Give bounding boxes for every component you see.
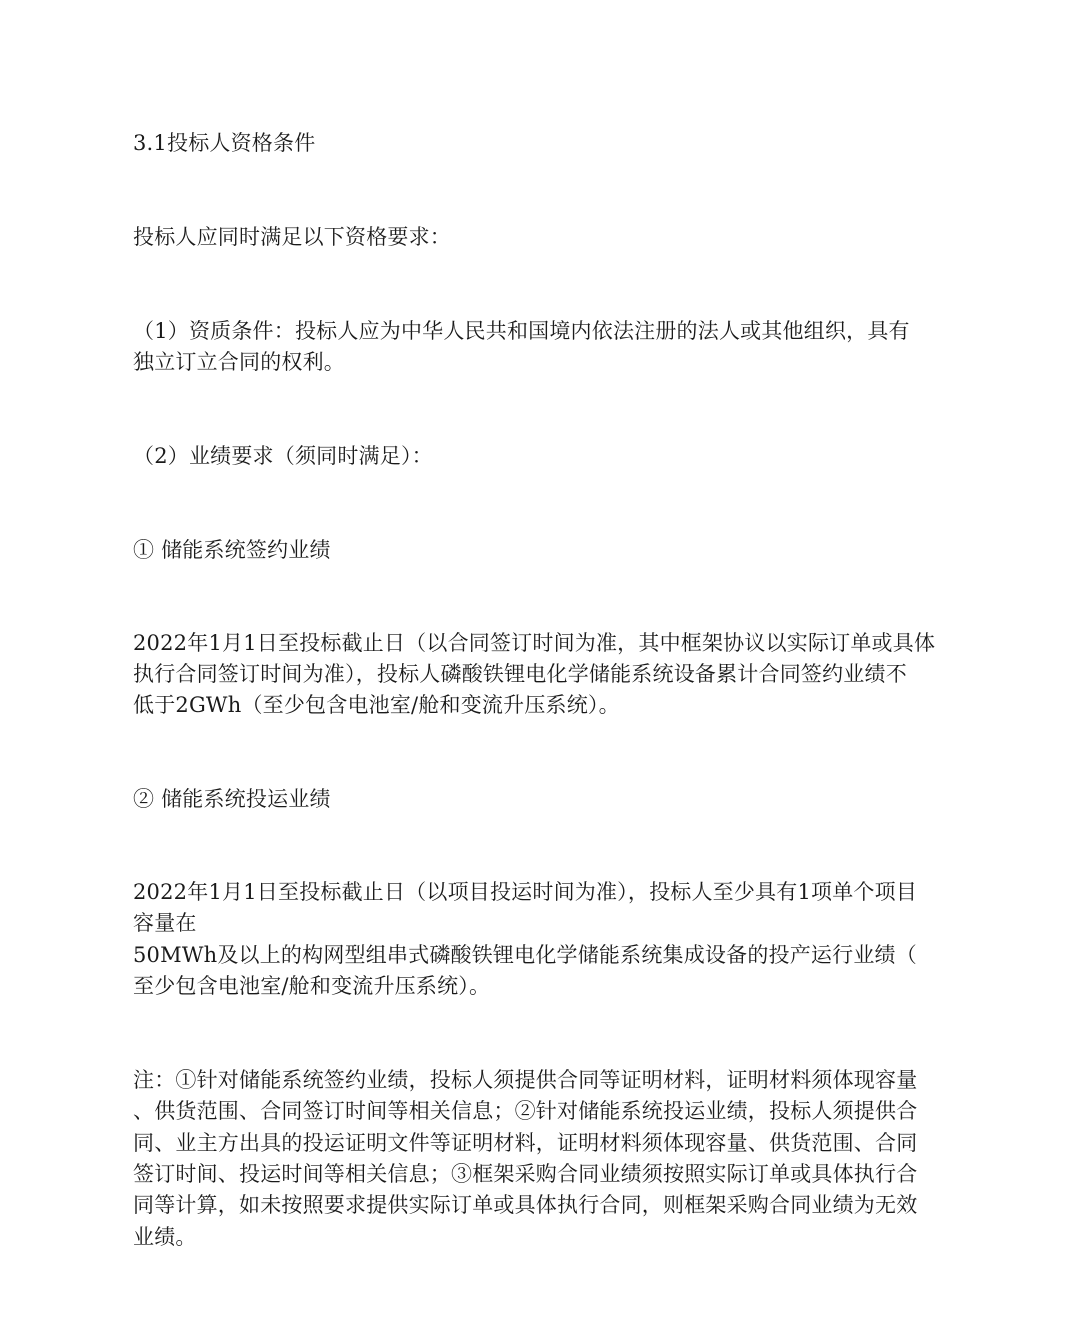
- paragraph-line: 低于2GWh（至少包含电池室/舱和变流升压系统）。: [133, 693, 620, 717]
- item2-title: ② 储能系统投运业绩: [133, 787, 331, 811]
- paragraph-line: 同等计算，如未按照要求提供实际订单或具体执行合同，则框架采购合同业绩为无效: [133, 1193, 918, 1217]
- paragraph-line: 、供货范围、合同签订时间等相关信息；②针对储能系统投运业绩，投标人须提供合: [133, 1099, 918, 1123]
- paragraph-line: 签订时间、投运时间等相关信息；③框架采购合同业绩须按照实际订单或具体执行合: [133, 1162, 918, 1186]
- paragraph-line: 同、业主方出具的投运证明文件等证明材料，证明材料须体现容量、供货范围、合同: [133, 1131, 918, 1155]
- paragraph-line: 50MWh及以上的构网型组串式磷酸铁锂电化学储能系统集成设备的投产运行业绩（: [133, 943, 917, 967]
- paragraph-line: 独立订立合同的权利。: [133, 350, 345, 374]
- paragraph-line: 业绩。: [133, 1225, 197, 1249]
- intro-text: 投标人应同时满足以下资格要求：: [133, 225, 451, 249]
- section-heading: 3.1投标人资格条件: [133, 131, 316, 155]
- performance-heading: （2）业绩要求（须同时满足）：: [133, 444, 433, 468]
- paragraph-line: 执行合同签订时间为准），投标人磷酸铁锂电化学储能系统设备累计合同签约业绩不: [133, 662, 907, 686]
- paragraph-line: 2022年1月1日至投标截止日（以项目投运时间为准），投标人至少具有1项单个项目: [133, 880, 918, 904]
- paragraph-line: 注：①针对储能系统签约业绩，投标人须提供合同等证明材料，证明材料须体现容量: [133, 1068, 918, 1092]
- paragraph-line: 容量在: [133, 911, 197, 935]
- paragraph-line: 2022年1月1日至投标截止日（以合同签订时间为准，其中框架协议以实际订单或具体: [133, 631, 936, 655]
- paragraph-line: （1）资质条件：投标人应为中华人民共和国境内依法注册的法人或其他组织，具有: [133, 319, 910, 343]
- item1-title: ① 储能系统签约业绩: [133, 538, 331, 562]
- paragraph-line: 至少包含电池室/舱和变流升压系统）。: [133, 974, 491, 998]
